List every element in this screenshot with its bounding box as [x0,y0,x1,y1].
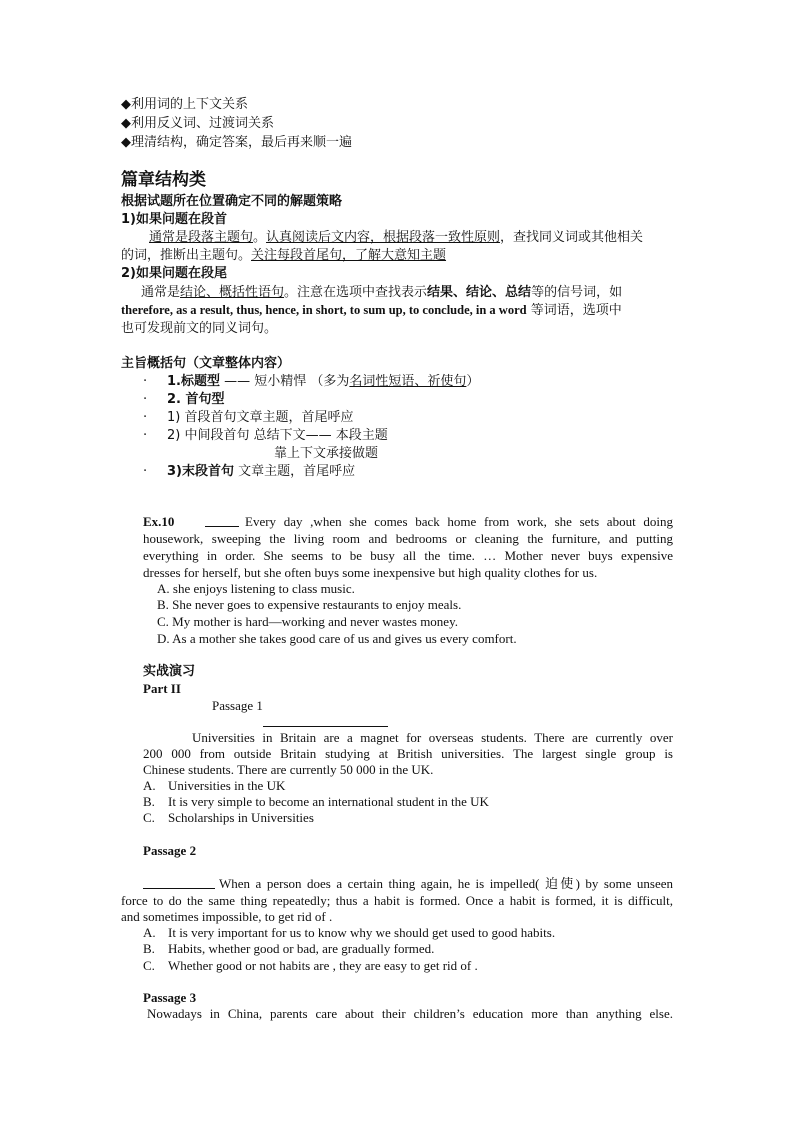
passage2-line-3: and sometimes impossible, to get rid of . [121,909,333,924]
passage1-option-c[interactable]: C. Scholarships in Universities [143,810,314,825]
ex10-option-a[interactable]: A. she enjoys listening to class music. [157,581,355,596]
passage2-line-1: When a person does a certain thing again, he is impelled( 迫使) by some unseen [219,876,673,891]
ex10-line-4: dresses for herself, but she often buys some inexpensive but high quality clothes for us. [143,565,598,580]
gist-item-1-t1: —— 短小精悍 （多为 [219,374,350,389]
gist-item-3 [143,409,353,426]
case1-t1: 。 [253,230,267,245]
bullet: · [143,428,148,443]
ex10-label: Ex.10 [143,514,175,529]
tip-line-1: ◆利用词的上下文关系 [121,97,248,112]
case1-t2: ，查找同义词或其他相关 [500,230,644,245]
case2-heading: 2)如果问题在段尾 [121,266,227,281]
passage1-title: Passage 1 [212,698,263,713]
passage2-title: Passage 2 [143,843,197,858]
ex10-option-d[interactable]: D. As a mother she takes good care of us and gives us every comfort. [157,631,517,646]
ex10-option-c[interactable]: C. My mother is hard—working and never wastes money. [157,614,458,629]
case1-t3: 的词，推断出主题句。 [121,248,252,263]
gist-item-2-bold: 2. 首句型 [167,392,225,407]
case1-line-1 [149,229,643,246]
practice-heading: 实战演习 [143,664,196,679]
tip-line-3: ◆理清结构，确定答案，最后再来顺一遍 [121,135,352,150]
bullet: · [143,464,148,479]
passage1-line-3: Chinese students. There are currently 50 000 in the UK. [143,762,434,777]
tip-line-2: ◆利用反义词、过渡词关系 [121,116,274,131]
case2-line-3: 也可发现前文的同义词句。 [121,321,278,336]
ex10-line-1: Every day ,when she comes back home from work, she sets about doing [245,514,673,529]
ex10-line-3: everything in order. She seems to be busy all the time. … Mother never buys expensive [143,548,673,563]
section-title: 篇章结构类 [121,170,206,190]
passage3-title: Passage 3 [143,990,197,1005]
case2-b1: 结果、结论、总结 [427,285,532,300]
gist-item-1-u: 名词性短语、祈使句 [349,374,467,389]
passage1-answer-blank[interactable] [263,713,388,727]
case2-u1: 结论、概括性语句 [180,285,285,300]
bullet: · [143,410,148,425]
gist-item-2 [143,391,225,408]
case2-signal-words: therefore, as a result, thus, hence, in short, to sum up, to conclude, in a word [121,303,527,317]
ex10-option-b[interactable]: B. She never goes to expensive restaurants to enjoy meals. [157,597,462,612]
passage2-option-c[interactable]: C. Whether good or not habits are , they are easy to get rid of . [143,958,478,973]
case1-u2: 认真阅读后文内容，根据段落一致性原则 [266,230,501,245]
bullet: · [143,374,148,389]
gist-item-5 [143,463,355,480]
case2-t4: 等词语，选项中 [526,303,622,318]
gist-item-3-text: 1) 首段首句文章主题，首尾呼应 [167,410,354,425]
case1-u3: 关注每段首尾句，了解大意知主题 [251,248,447,263]
practice-part: Part II [143,681,181,696]
gist-item-1 [143,373,479,390]
gist-item-1-t2: ） [466,374,480,389]
case1-heading: 1)如果问题在段首 [121,212,227,227]
ex10-answer-blank[interactable] [205,513,239,527]
passage1-line-1: Universities in Britain are a magnet for overseas students. There are currently over [192,730,673,745]
case1-line-2 [121,247,446,264]
case2-t3: 等的信号词，如 [531,285,623,300]
passage1-option-a[interactable]: A. Universities in the UK [143,778,286,793]
passage3-line-1: Nowadays in China, parents care about their children’s education more than anything else. [147,1006,673,1021]
case1-u1: 通常是段落主题句 [149,230,254,245]
bullet: · [143,392,148,407]
case2-t2: 。注意在选项中查找表示 [284,285,428,300]
passage1-option-b[interactable]: B. It is very simple to become an international student in the UK [143,794,489,809]
ex10-line-2: housework, sweeping the living room and bedrooms or cleaning the furniture, and putting [143,531,673,546]
gist-item-5-bold: 3)末段首句 [167,464,234,479]
gist-item-1-bold: 1.标题型 [167,374,220,389]
case2-t1: 通常是 [141,285,181,300]
case2-line-1 [141,284,622,301]
case2-line-2 [121,302,622,319]
gist-item-4-cont: 靠上下文承接做题 [274,446,379,461]
passage2-option-b[interactable]: B. Habits, whether good or bad, are gradually formed. [143,941,435,956]
gist-item-4 [143,427,388,444]
gist-item-4-text: 2) 中间段首句 总结下文—— 本段主题 [167,428,388,443]
section-subtitle: 根据试题所在位置确定不同的解题策略 [121,194,343,209]
passage2-line-2: force to do the same thing repeatedly; thus a habit is formed. Once a habit is formed, it is difficult, [121,893,673,908]
passage2-option-a[interactable]: A. It is very important for us to know why we should get used to good habits. [143,925,556,940]
passage2-answer-blank[interactable] [143,875,215,889]
gist-item-5-text: 文章主题，首尾呼应 [234,464,356,479]
passage1-line-2: 200 000 from outside Britain studying at British universities. The largest single group is [143,746,673,761]
gist-heading: 主旨概括句（文章整体内容） [121,356,291,371]
